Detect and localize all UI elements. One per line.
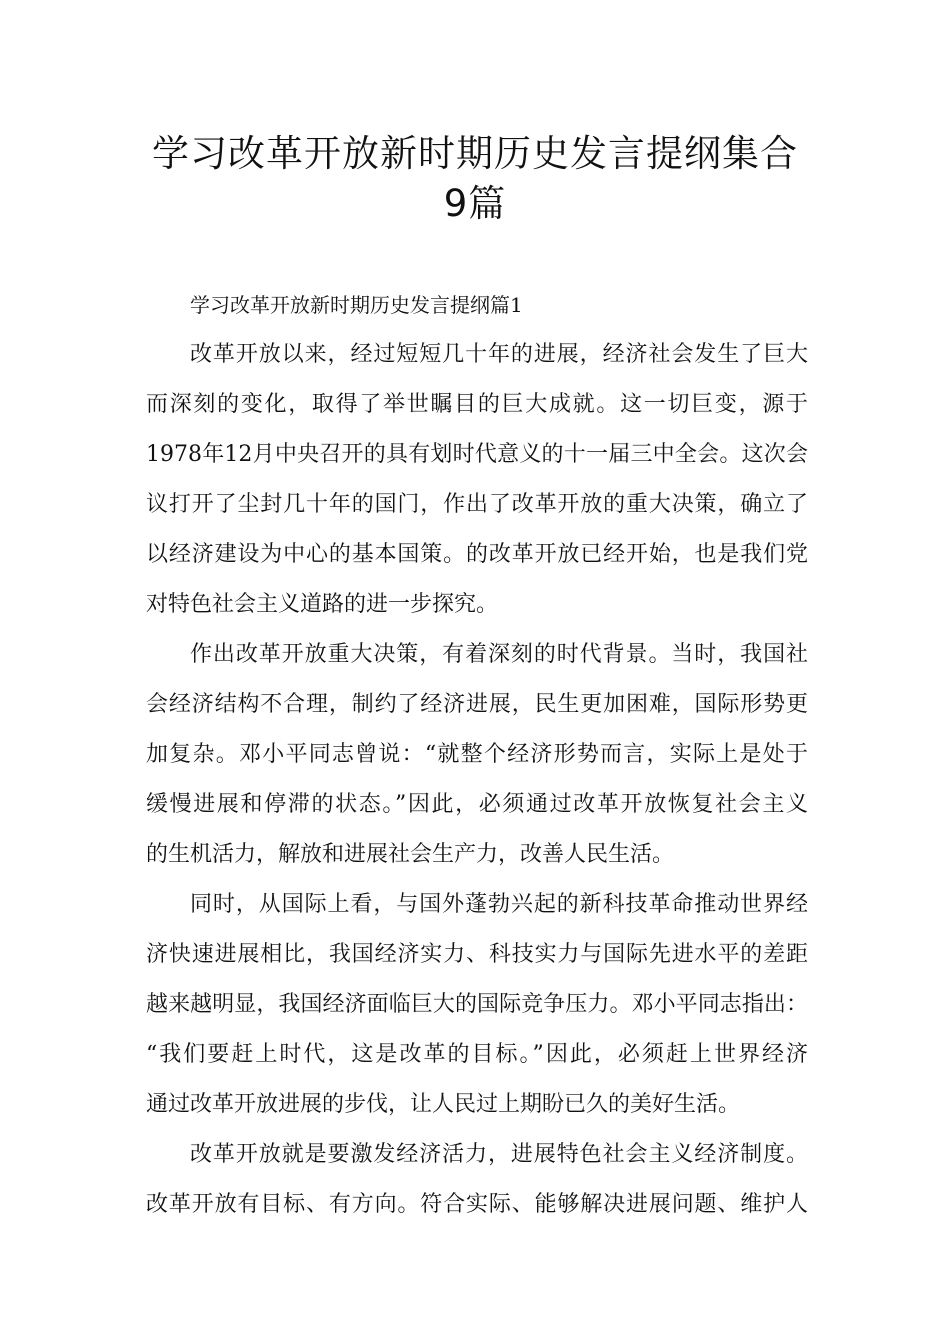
paragraph-line: 1978年12月中央召开的具有划时代意义的十一届三中全会。这次会	[146, 442, 808, 467]
paragraph-line: 改革开放就是要激发经济活力，进展特色社会主义经济制度。	[190, 1142, 808, 1167]
paragraph-line: 的生机活力，解放和进展社会生产力，改善人民生活。	[146, 842, 675, 867]
paragraph-line: 缓慢进展和停滞的状态。”因此，必须通过改革开放恢复社会主义	[146, 792, 808, 817]
document-body	[146, 280, 808, 1230]
paragraph-line: 改革开放以来，经过短短几十年的进展，经济社会发生了巨大	[190, 342, 808, 367]
paragraph-line: 作出改革开放重大决策，有着深刻的时代背景。当时，我国社	[190, 642, 808, 667]
paragraph-line: 以经济建设为中心的基本国策。的改革开放已经开始，也是我们党	[146, 542, 808, 567]
paragraph-line: 对特色社会主义道路的进一步探究。	[146, 592, 499, 617]
paragraph-line: 会经济结构不合理，制约了经济进展，民生更加困难，国际形势更	[146, 692, 808, 717]
paragraph-line: 加复杂。邓小平同志曾说：“就整个经济形势而言，实际上是处于	[146, 742, 808, 767]
paragraph-line: 改革开放有目标、有方向。符合实际、能够解决进展问题、维护人	[146, 1192, 808, 1217]
paragraph-line: 同时，从国际上看，与国外蓬勃兴起的新科技革命推动世界经	[190, 892, 808, 917]
document-title: 学习改革开放新时期历史发言提纲集合	[152, 132, 798, 175]
paragraph-line: “我们要赶上时代，这是改革的目标。”因此，必须赶上世界经济	[146, 1042, 808, 1067]
paragraph-line: 议打开了尘封几十年的国门，作出了改革开放的重大决策，确立了	[146, 492, 808, 517]
section-heading: 学习改革开放新时期历史发言提纲篇1	[190, 293, 523, 317]
document-title-continued: 9篇	[443, 182, 507, 225]
paragraph-line: 济快速进展相比，我国经济实力、科技实力与国际先进水平的差距	[146, 942, 808, 967]
paragraph-line: 而深刻的变化，取得了举世瞩目的巨大成就。这一切巨变，源于	[146, 392, 808, 417]
paragraph-line: 越来越明显，我国经济面临巨大的国际竞争压力。邓小平同志指出：	[146, 992, 808, 1017]
paragraph-line: 通过改革开放进展的步伐，让人民过上期盼已久的美好生活。	[146, 1092, 741, 1117]
